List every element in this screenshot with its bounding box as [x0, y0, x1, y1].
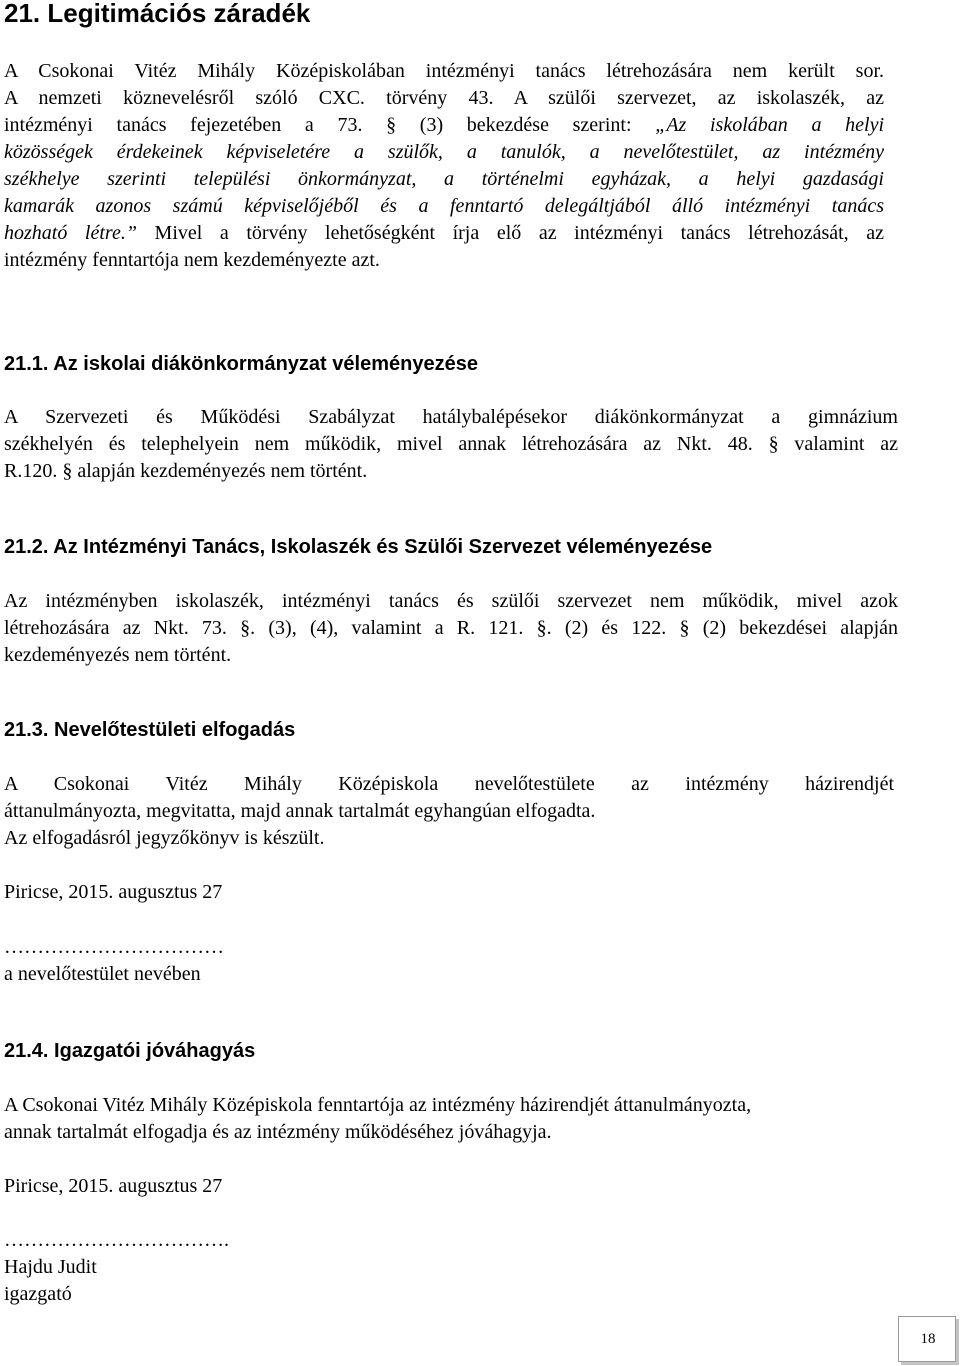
quote-text: hozható létre.”	[4, 222, 155, 244]
quote-text: „Az iskolában a helyi	[655, 114, 884, 136]
paragraph-line: intézmény fenntartója nem kezdeményezte azt.	[4, 249, 380, 271]
subsection-title: 21.4. Igazgatói jóváhagyás	[4, 1040, 256, 1062]
paragraph-text: intézményi tanács fejezetében a 73. § (3) bekezdése szerint:	[4, 114, 656, 136]
signer-name: Hajdu Judit	[4, 1256, 97, 1278]
signer-label: a nevelőtestület nevében	[4, 963, 201, 985]
signer-role: igazgató	[4, 1283, 72, 1305]
subsection-title: 21.1. Az iskolai diákönkormányzat véleményezése	[4, 353, 478, 375]
signature-line: …………………………….	[4, 1229, 229, 1251]
page-number-box	[898, 1316, 956, 1362]
paragraph-line: áttanulmányozta, megvitatta, majd annak tartalmát egyhangúan elfogadta.	[4, 800, 596, 822]
paragraph-line: A Csokonai Vitéz Mihály Középiskolában intézményi tanács létrehozására nem került sor.	[4, 60, 884, 82]
subsection-title: 21.2. Az Intézményi Tanács, Iskolaszék és Szülői Szervezet véleményezése	[4, 536, 713, 558]
paragraph-line: Az intézményben iskolaszék, intézményi tanács és szülői szervezet nem működik, mivel azok	[4, 590, 898, 612]
paragraph-line: A Szervezeti és Működési Szabályzat hatálybalépésekor diákönkormányzat a gimnázium	[4, 406, 898, 428]
paragraph-line: létrehozására az Nkt. 73. §. (3), (4), valamint a R. 121. §. (2) és 122. § (2) bekezdései alapján	[4, 617, 898, 639]
paragraph-line: A nemzeti köznevelésről szóló CXC. törvény 43. A szülői szervezet, az iskolaszék, az	[4, 87, 884, 109]
quote-line: kamarák azonos számú képviselőjéből és a fenntartó delegáltjából álló intézményi tanács	[4, 195, 884, 217]
quote-line: közösségek érdekeinek képviseletére a szülők, a tanulók, a nevelőtestület, az intézmény	[4, 141, 884, 163]
paragraph-line: kezdeményezés nem történt.	[4, 644, 232, 666]
paragraph-line: székhelyén és telephelyein nem működik, mivel annak létrehozására az Nkt. 48. § valamint az	[4, 433, 898, 455]
paragraph-line: annak tartalmát elfogadja és az intézmény működéséhez jóváhagyja.	[4, 1121, 552, 1143]
signature-line: ……………………………	[4, 936, 224, 958]
paragraph-line	[4, 112, 884, 138]
paragraph-line: A Csokonai Vitéz Mihály Középiskola nevelőtestülete az intézmény házirendjét	[4, 773, 894, 795]
paragraph-line: A Csokonai Vitéz Mihály Középiskola fenntartója az intézmény házirendjét áttanulmányozta,	[4, 1094, 752, 1116]
paragraph-text: Mivel a törvény lehetőségként írja elő az intézményi tanács létrehozását, az	[154, 222, 885, 244]
section-title: 21. Legitimációs záradék	[4, 0, 311, 28]
subsection-title: 21.3. Nevelőtestületi elfogadás	[4, 719, 296, 741]
place-date: Piricse, 2015. augusztus 27	[4, 1175, 223, 1197]
paragraph-line: R.120. § alapján kezdeményezés nem történt.	[4, 460, 368, 482]
paragraph-line: Az elfogadásról jegyzőkönyv is készült.	[4, 827, 325, 849]
quote-line: székhelye szerinti települési önkormányzat, a történelmi egyházak, a helyi gazdasági	[4, 168, 884, 190]
paragraph-line	[4, 220, 884, 246]
page-number: 18	[920, 1331, 936, 1347]
place-date: Piricse, 2015. augusztus 27	[4, 881, 223, 903]
